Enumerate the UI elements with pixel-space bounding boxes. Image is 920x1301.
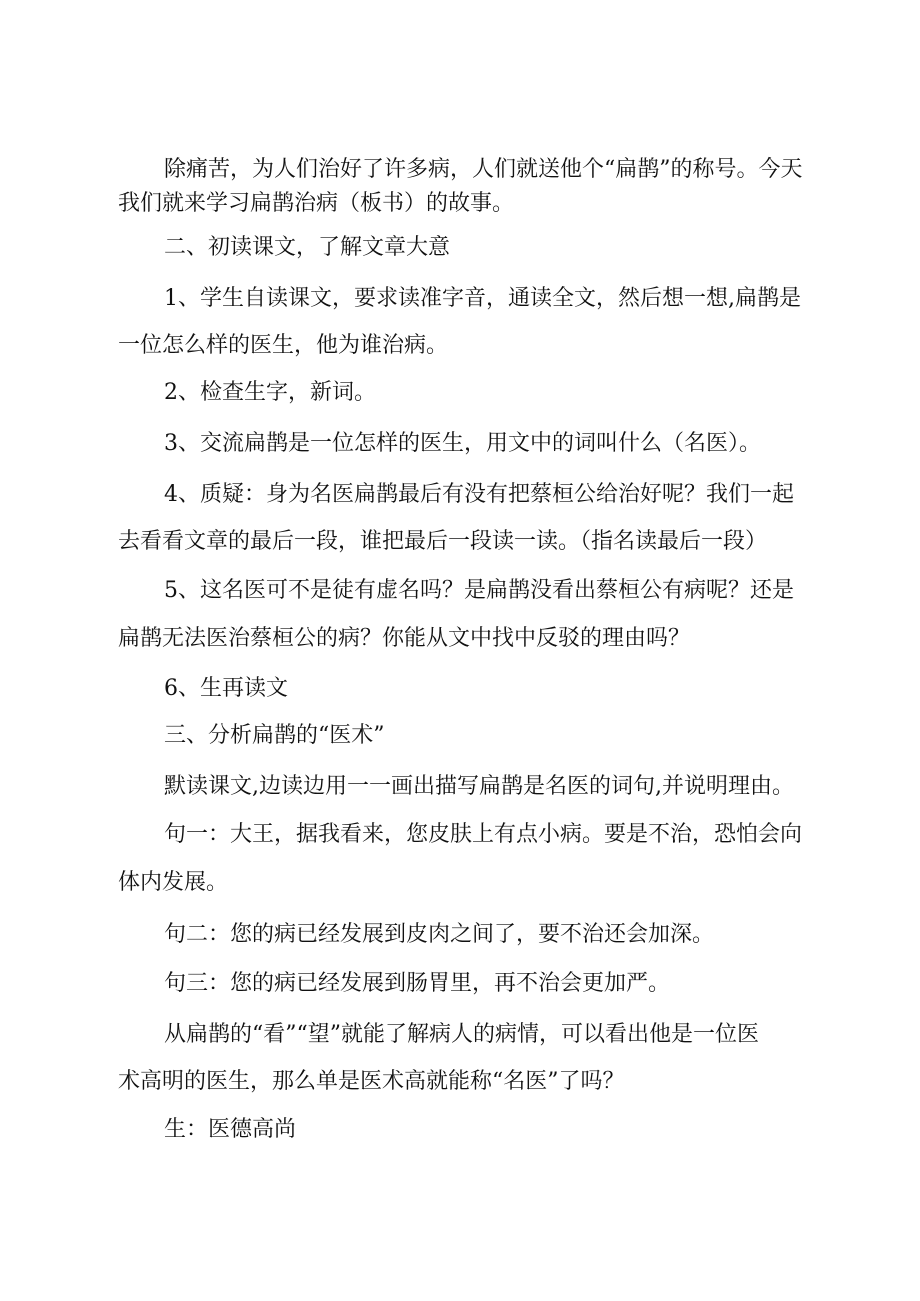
text-line: 1、学生自读课文，要求读准字音，通读全文，然后想一想,扁鹊是 <box>164 286 801 311</box>
text-line: 默读课文,边读边用一一画出描写扁鹊是名医的词句,并说明理由。 <box>164 774 794 799</box>
text-line: 2、检查生字，新词。 <box>164 380 376 405</box>
text-line: 从扁鹊的“看”“望”就能了解病人的病情，可以看出他是一位医 <box>164 1022 759 1047</box>
text-line: 句一：大王，据我看来，您皮肤上有点小病。要是不治，恐怕会向 <box>164 822 803 847</box>
text-line: 除痛苦，为人们治好了许多病，人们就送他个“扁鹊”的称号。今天 <box>164 157 803 182</box>
text-line: 句二：您的病已经发展到皮肉之间了，要不治还会加深。 <box>164 922 715 947</box>
text-line: 句三：您的病已经发展到肠胃里，再不治会更加严。 <box>164 971 671 996</box>
text-line: 一位怎么样的医生，他为谁治病。 <box>118 333 449 358</box>
text-line: 5、这名医可不是徒有虚名吗？是扁鹊没看出蔡桓公有病呢？还是 <box>164 578 794 603</box>
text-line: 6、生再读文 <box>164 676 288 701</box>
text-line: 3、交流扁鹊是一位怎样的医生，用文中的词叫什么（名医）。 <box>164 431 761 456</box>
text-line: 二、初读课文，了解文章大意 <box>164 235 451 260</box>
text-line: 去看看文章的最后一段，谁把最后一段读一读。（指名读最后一段） <box>118 529 768 554</box>
text-line: 我们就来学习扁鹊治病（板书）的故事。 <box>118 191 515 216</box>
text-line: 扁鹊无法医治蔡桓公的病？你能从文中找中反驳的理由吗？ <box>118 626 691 651</box>
text-line: 4、质疑：身为名医扁鹊最后有没有把蔡桓公给治好呢？我们一起 <box>164 482 794 507</box>
text-line: 体内发展。 <box>118 870 229 895</box>
text-line: 术高明的医生，那么单是医术高就能称“名医”了吗？ <box>118 1069 625 1094</box>
text-line: 生：医德高尚 <box>164 1117 297 1142</box>
text-line: 三、分析扁鹊的“医术” <box>164 723 385 748</box>
